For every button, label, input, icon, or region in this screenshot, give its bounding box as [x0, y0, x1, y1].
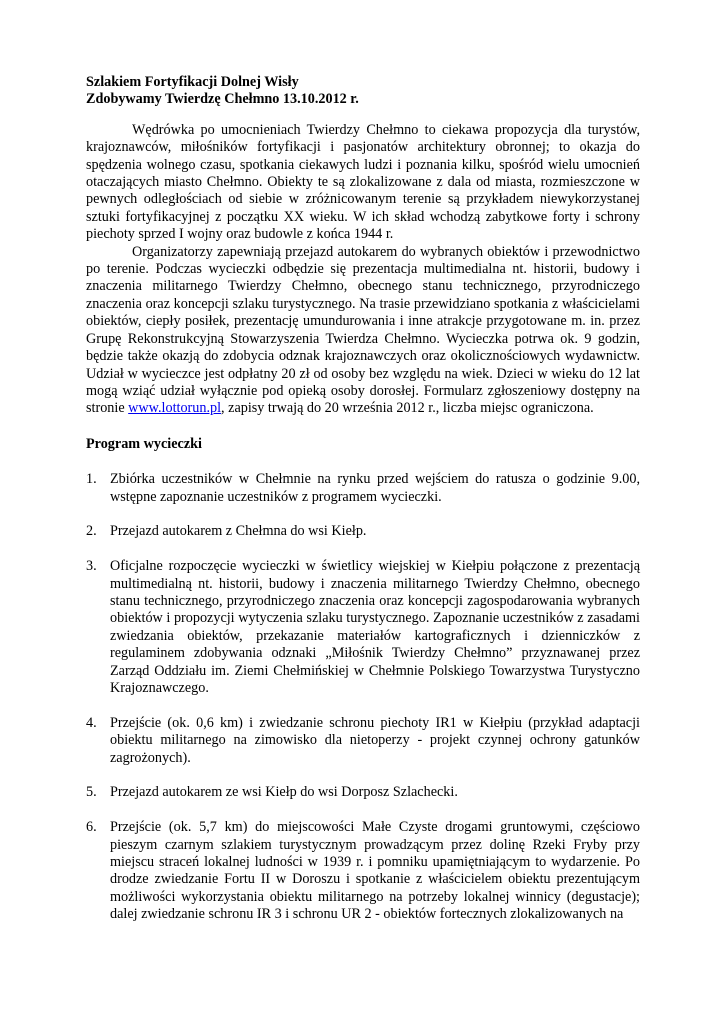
document-title-line-1: Szlakiem Fortyfikacji Dolnej Wisły: [86, 74, 299, 90]
program-heading: Program wycieczki: [86, 435, 202, 452]
program-item-text: Przejście (ok. 5,7 km) do miejscowości Małe Czyste drogami gruntowymi, częściowo pieszym czarnym szlakiem turystycznym prowadzącym przez dolinę Rzeki Fryby przy miejscu straceń lokalnej ludności w 1939 r. i pomniku upamiętniającym to wydarzenie. Po drodze zwiedzanie Fortu II w Doroszu i spotkanie z właścicielem obiektu prezentującym możliwości wykorzystania obiektu militarnego na potrzeby lokalnej winnicy (degustacje); dalej zwiedzanie schronu IR 3 i schronu UR 2 - obiektów fortecznych zlokalizowanych na: [110, 819, 640, 923]
program-item-number: 5.: [86, 784, 97, 801]
document-page: [86, 74, 640, 941]
program-item-number: 6.: [86, 819, 97, 836]
program-item: [86, 784, 640, 801]
document-title-line-2: Zdobywamy Twierdzę Chełmno 13.10.2012 r.: [86, 91, 359, 108]
program-item: [86, 558, 640, 697]
program-item: [86, 471, 640, 506]
program-item-number: 3.: [86, 558, 97, 575]
program-item-number: 2.: [86, 523, 97, 540]
program-item: [86, 523, 640, 540]
intro-paragraph-2-text: Organizatorzy zapewniają przejazd autokarem do wybranych obiektów i przewodnictwo po terenie. Podczas wycieczki odbędzie się prezentacja multimedialna nt. historii, budowy i znaczenia militarnego Twierdzy Chełmno, obecnego stanu technicznego, przyrodniczego znaczenia oraz koncepcji szlaku turystycznego. Na trasie przewidziano spotkania z właścicielami obiektów, ciepły posiłek, prezentację umundurowania i inne atrakcje przygotowane m. in. przez Grupę Rekonstrukcyjną Stowarzyszenia Twierdza Chełmno. Wycieczka potrwa ok. 9 godzin, będzie także okazją do zdobycia odznak krajoznawczych oraz okolicznościowych wydawnictw. Udział w wycieczce jest odpłatny 20 zł od osoby bez względu na wiek. Dzieci w wieku do 12 lat mogą wziąć udział wyłącznie pod opieką osoby dorosłej. Formularz zgłoszeniowy dostępny na stronie: [86, 243, 640, 417]
program-item-text: Oficjalne rozpoczęcie wycieczki w świetlicy wiejskiej w Kiełpiu połączone z prezentacją multimedialną nt. historii, budowy i znaczenia militarnego Twierdzy Chełmno, obecnego stanu technicznego, przyrodniczego znaczenia oraz koncepcji zagospodarowania wybranych obiektów i propozycji wytyczenia szlaku turystycznego. Zapoznanie uczestników z zasadami zwiedzania obiektów, przekazanie materiałów kartograficznych i dzienniczków z regulaminem zdobywania odznaki „Miłośnik Twierdzy Chełmno” przyznawanej przez Zarząd Oddziału im. Ziemi Chełmińskiej w Chełmnie Polskiego Towarzystwa Turystyczno Krajoznawczego.: [110, 558, 640, 696]
program-item-text: Zbiórka uczestników w Chełmnie na rynku przed wejściem do ratusza o godzinie 9.00, wstępne zapoznanie uczestników z programem wycieczki.: [110, 471, 640, 505]
program-item-text: Przejazd autokarem z Chełmna do wsi Kiełp.: [110, 523, 367, 540]
program-list: [86, 471, 640, 923]
program-item-number: 4.: [86, 714, 97, 731]
program-item-text: Przejazd autokarem ze wsi Kiełp do wsi Dorposz Szlachecki.: [110, 784, 458, 801]
intro-paragraph-2-end: , zapisy trwają do 20 września 2012 r., liczba miejsc ograniczona.: [221, 400, 594, 417]
intro-paragraph-2: [86, 244, 640, 418]
intro-paragraph-1: Wędrówka po umocnieniach Twierdzy Chełmno to ciekawa propozycja dla turystów, krajoznawców, miłośników fortyfikacji i pasjonatów architektury obronnej; to okazja do spędzenia wolnego czasu, spotkania ciekawych ludzi i poznania kilku, spośród wielu umocnień otaczających miasto Chełmno. Obiekty te są zlokalizowane z dala od miasta, rozmieszczone w pewnych odległościach od siebie w zróżnicowanym terenie są przykładem niewykorzystanej sztuki fortyfikacyjnej z początku XX wieku. W ich skład wchodzą zabytkowe forty i schrony piechoty sprzed I wojny oraz budowle z końca 1944 r.: [86, 121, 640, 243]
program-item: [86, 819, 640, 923]
program-item-text: Przejście (ok. 0,6 km) i zwiedzanie schronu piechoty IR1 w Kiełpiu (przykład adaptacji obiektu militarnego na zimowisko dla nietoperzy - projekt czynnej ochrony gatunków zagrożonych).: [110, 714, 640, 766]
registration-link[interactable]: www.lottorun.pl: [128, 400, 222, 417]
program-item-number: 1.: [86, 471, 97, 488]
program-item: [86, 715, 640, 767]
